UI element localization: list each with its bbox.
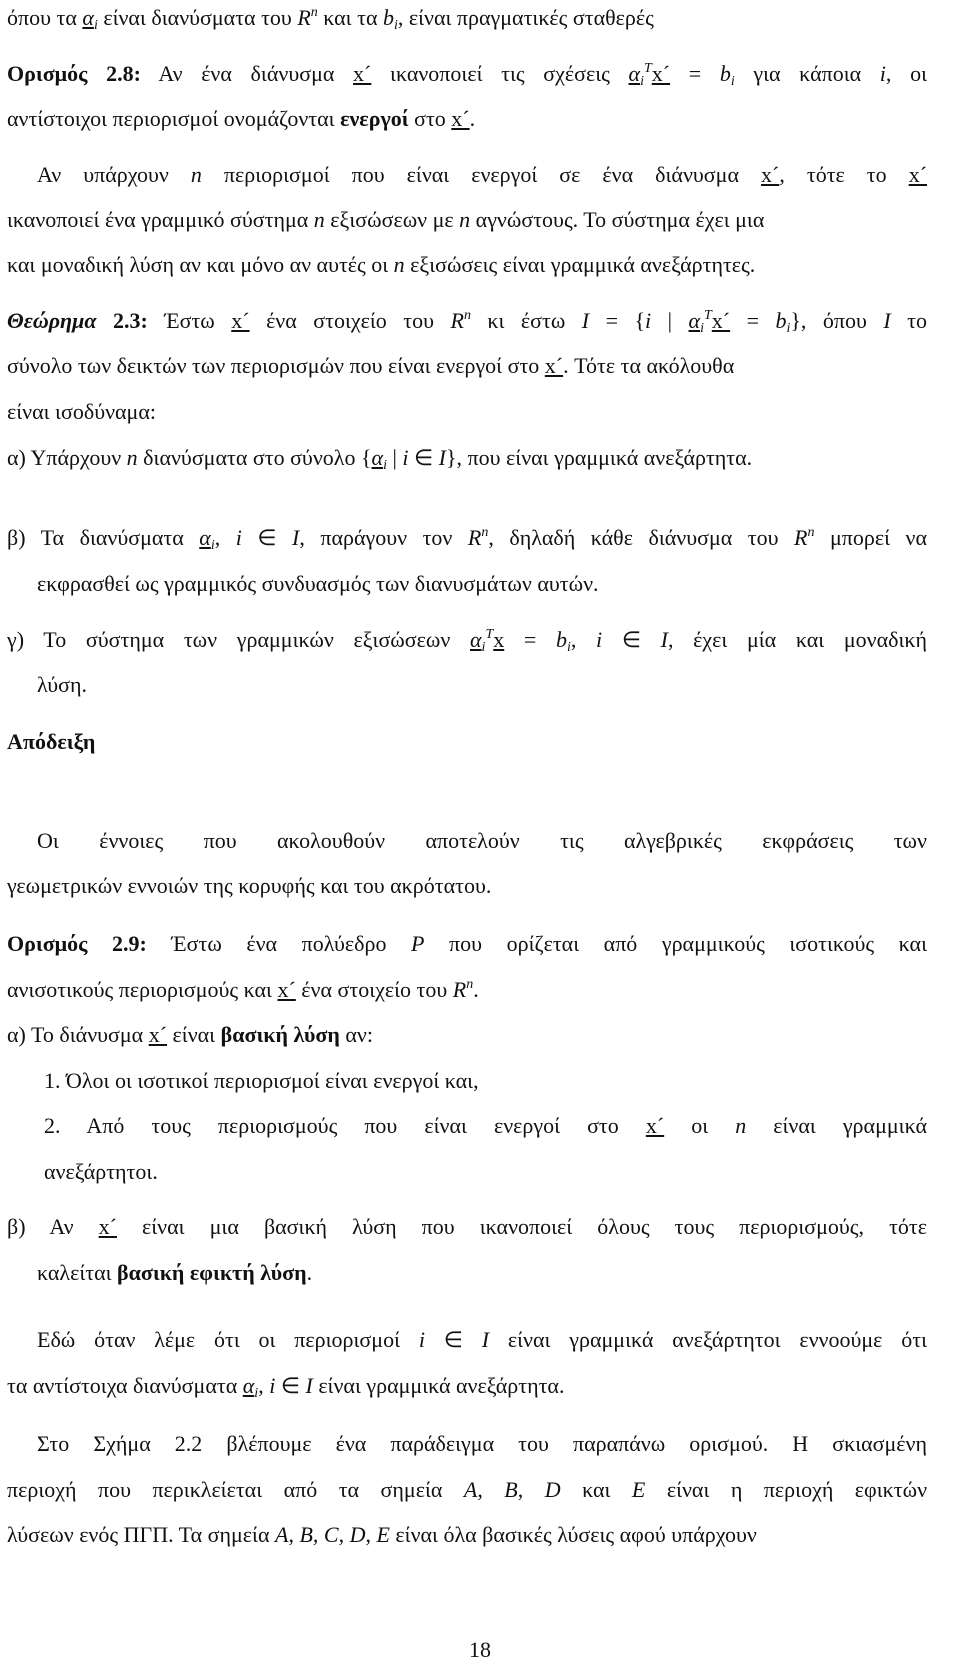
text-run: βασική εφικτή λύση <box>117 1260 307 1285</box>
text-line <box>7 626 927 654</box>
text-run: E <box>376 1522 390 1547</box>
text-run: n <box>190 162 202 187</box>
text-run: i <box>210 538 215 553</box>
text-run: α <box>242 1373 255 1398</box>
text-run: I <box>581 308 590 333</box>
text-run: x´ <box>761 162 780 187</box>
text-run: λύση. <box>37 672 88 697</box>
text-run: n <box>459 207 471 232</box>
text-run: ∈ <box>275 1373 306 1398</box>
text-run: Εδώ όταν λέμε ότι οι περιορισμοί <box>37 1327 419 1352</box>
text-run: i <box>383 458 387 473</box>
text-run: x´ <box>908 162 928 187</box>
text-run: Οι έννοιες που ακολουθούν αποτελούν τις αλγεβρικές εκφράσεις των <box>37 828 927 853</box>
text-run: R <box>297 5 311 30</box>
text-run: i <box>269 1373 276 1398</box>
text-run: i <box>879 61 886 86</box>
text-run: , <box>365 1522 377 1547</box>
text-run: R <box>794 525 808 550</box>
page-number: 18 <box>469 1637 491 1662</box>
text-run: b <box>719 61 731 86</box>
text-run: είναι γραμμικά ανεξάρτητα. <box>312 1373 565 1398</box>
text-run: , έχει μία και μοναδική <box>667 627 928 652</box>
text-run: B <box>299 1522 313 1547</box>
text-run: , <box>288 1522 300 1547</box>
text-run: b <box>555 627 567 652</box>
text-run: n <box>310 5 318 20</box>
text-run: = <box>670 61 720 86</box>
text-run: καλείται <box>37 1260 118 1285</box>
text-line <box>7 60 927 88</box>
text-run: ανισοτικούς περιορισμούς και <box>7 977 278 1002</box>
text-run: Έστω ένα πολύεδρο <box>146 931 412 956</box>
text-run: . <box>469 106 476 131</box>
text-run: ∈ <box>602 627 661 652</box>
text-run: T <box>643 61 652 76</box>
text-run: Στο Σχήμα 2.2 βλέπουμε ένα παράδειγμα του παραπάνω ορισμού. Η σκιασμένη <box>37 1431 927 1456</box>
text-run: α <box>82 5 94 30</box>
text-run: C <box>323 1522 339 1547</box>
text-line <box>37 161 927 189</box>
text-run: ένα στοιχείο του <box>295 977 453 1002</box>
text-run: D <box>349 1522 366 1547</box>
text-run: τα αντίστοιχα διανύσματα <box>7 1373 243 1398</box>
text-run: i <box>730 74 735 89</box>
text-line <box>7 728 927 756</box>
text-run: R <box>467 525 482 550</box>
text-run: x´ <box>451 106 470 131</box>
text-run: T <box>485 627 494 642</box>
text-run: . Τότε τα ακόλουθα <box>563 353 735 378</box>
text-run: i <box>596 627 603 652</box>
text-run: = { <box>589 308 646 333</box>
text-run: n <box>463 308 471 323</box>
text-run: Θεώρημα <box>7 308 97 333</box>
text-run: Ορισμός 2.8: <box>7 61 141 86</box>
text-run: όπου τα <box>7 5 83 30</box>
text-run: α) Το διάνυσμα <box>7 1022 149 1047</box>
text-run: γ) Το σύστημα των γραμμικών εξισώσεων <box>7 627 470 652</box>
text-run: β) Τα διανύσματα <box>7 525 200 550</box>
text-run: i <box>700 321 704 336</box>
text-run: b <box>382 5 394 30</box>
text-run: Έστω <box>147 308 232 333</box>
text-run: μπορεί να <box>814 525 927 550</box>
text-run: I <box>660 627 668 652</box>
text-run: x´ <box>711 308 731 333</box>
text-line <box>7 4 927 32</box>
text-run: n <box>466 977 474 992</box>
text-run: 1. Όλοι οι ισοτικοί περιορισμοί είναι ενεργοί και, <box>44 1068 479 1093</box>
text-run: P <box>411 931 425 956</box>
text-run: n <box>735 1113 747 1138</box>
text-run: αγνώστους. Το σύστημα έχει μια <box>470 207 765 232</box>
text-line <box>7 976 927 1004</box>
text-run: και μοναδική λύση αν και μόνο αν αυτές οι <box>7 252 394 277</box>
text-run: n <box>126 445 138 470</box>
text-run: Αν ένα διάνυσμα <box>140 61 354 86</box>
text-run: x´ <box>544 353 564 378</box>
text-line <box>44 1112 927 1140</box>
text-run: i <box>786 321 791 336</box>
text-run: εξισώσεις είναι γραμμικά ανεξάρτητες. <box>404 252 756 277</box>
text-run: α) Υπάρχουν <box>7 445 127 470</box>
text-run: , οι <box>885 61 927 86</box>
text-run: b <box>775 308 787 333</box>
text-run: Αν υπάρχουν <box>37 162 191 187</box>
text-run: , <box>312 1522 324 1547</box>
text-run: I <box>292 525 300 550</box>
text-run: i <box>566 640 571 655</box>
text-line <box>37 671 927 699</box>
text-run: , παράγουν τον <box>299 525 468 550</box>
text-run: είναι η περιοχή εφικτών <box>645 1477 928 1502</box>
text-run: B <box>504 1477 518 1502</box>
text-run: οι <box>664 1113 736 1138</box>
text-run: = <box>730 308 776 333</box>
text-run: κι έστω <box>470 308 582 333</box>
text-run: x´ <box>148 1022 168 1047</box>
text-run: A <box>274 1522 289 1547</box>
text-run: και τα <box>317 5 383 30</box>
text-run: , <box>517 1477 545 1502</box>
text-line <box>37 827 927 855</box>
text-run: σύνολο των δεικτών των περιορισμών που είναι ενεργοί στο <box>7 353 545 378</box>
text-run: n <box>807 525 815 540</box>
text-line <box>7 206 927 234</box>
text-run: είναι ισοδύναμα: <box>7 399 156 424</box>
text-run: στο <box>408 106 452 131</box>
text-run: είναι γραμμικά ανεξάρτητοι εννοούμε ότι <box>489 1327 927 1352</box>
text-run: x <box>493 627 505 652</box>
text-run: 2.3: <box>96 308 148 333</box>
text-run: είναι <box>167 1022 221 1047</box>
text-line <box>44 1067 927 1095</box>
text-line <box>7 105 927 133</box>
text-run: βασική λύση <box>220 1022 340 1047</box>
text-run: , τότε το <box>779 162 909 187</box>
text-run: i <box>640 74 644 89</box>
text-run: x´ <box>353 61 372 86</box>
text-line <box>7 524 927 552</box>
text-run: 2. Από τους περιορισμούς που είναι ενεργοί στο <box>44 1113 646 1138</box>
text-run: , <box>570 627 597 652</box>
text-run: που ορίζεται από γραμμικούς ισοτικούς και <box>424 931 927 956</box>
text-run: ενεργοί <box>340 106 409 131</box>
text-line <box>7 1021 927 1049</box>
text-run: i <box>418 1327 425 1352</box>
text-run: είναι όλα βασικές λύσεις αφού υπάρχουν <box>389 1522 757 1547</box>
text-run: D <box>544 1477 561 1502</box>
text-run: . <box>473 977 479 1002</box>
text-run: α <box>688 308 701 333</box>
text-line <box>7 1476 927 1504</box>
text-run: αντίστοιχοι περιορισμοί ονομάζονται <box>7 106 341 131</box>
text-run: n <box>313 207 325 232</box>
text-line <box>7 1213 927 1241</box>
text-run: για κάποια <box>734 61 880 86</box>
text-run: x´ <box>277 977 296 1002</box>
text-run: x´ <box>645 1113 665 1138</box>
text-run: I <box>481 1327 490 1352</box>
text-run: ικανοποιεί τις σχέσεις <box>371 61 629 86</box>
text-line <box>7 251 927 279</box>
text-run: x´ <box>231 308 250 333</box>
text-run: ένα στοιχείο του <box>249 308 451 333</box>
text-run: περιοχή που περικλείεται από τα σημεία <box>7 1477 464 1502</box>
text-run: Απόδειξη <box>7 729 96 754</box>
text-line <box>7 930 927 958</box>
text-run: , <box>258 1373 270 1398</box>
text-run: ανεξάρτητοι. <box>44 1159 158 1184</box>
text-run: α <box>371 445 384 470</box>
text-run: εκφρασθεί ως γραμμικός συνδυασμός των διανυσμάτων αυτών. <box>37 571 599 596</box>
text-run: . <box>306 1260 313 1285</box>
text-line <box>7 444 927 472</box>
text-run: x´ <box>651 61 671 86</box>
text-run: α <box>628 61 641 86</box>
text-line <box>37 1326 927 1354</box>
text-run: ∈ <box>241 525 293 550</box>
text-line <box>7 1521 927 1549</box>
text-run: R <box>450 308 464 333</box>
text-run: , δηλαδή κάθε διάνυσμα του <box>488 525 795 550</box>
text-run: Ορισμός 2.9: <box>7 931 147 956</box>
text-line <box>37 1430 927 1458</box>
text-run: το <box>890 308 928 333</box>
text-run: | <box>651 308 689 333</box>
text-run: , <box>477 1477 505 1502</box>
text-run: είναι μια βασική λύση που ικανοποιεί όλους τους περιορισμούς, τότε <box>116 1214 927 1239</box>
text-run: n <box>481 525 489 540</box>
text-run: E <box>631 1477 646 1502</box>
text-run: i <box>402 445 409 470</box>
text-run: ∈ <box>424 1327 482 1352</box>
text-line <box>7 1372 927 1400</box>
text-run: A <box>463 1477 478 1502</box>
text-run: n <box>393 252 405 277</box>
text-run: α <box>469 627 482 652</box>
text-run: | <box>386 445 403 470</box>
text-run: R <box>452 977 467 1002</box>
text-run: εξισώσεων με <box>324 207 460 232</box>
text-run: αν: <box>339 1022 373 1047</box>
text-line <box>44 1158 927 1186</box>
text-run: είναι διανύσματα του <box>97 5 298 30</box>
text-line <box>7 872 927 900</box>
text-run: i <box>93 18 98 33</box>
text-line <box>37 1259 927 1287</box>
text-run: I <box>883 308 891 333</box>
text-line <box>37 570 927 598</box>
text-run: β) Αν <box>7 1214 99 1239</box>
text-run: i <box>254 1386 259 1401</box>
text-run: και <box>560 1477 632 1502</box>
text-run: T <box>703 308 712 323</box>
text-run: i <box>481 640 486 655</box>
text-run: I <box>438 445 446 470</box>
text-run: i <box>645 308 652 333</box>
text-run: , είναι πραγματικές σταθερές <box>397 5 654 30</box>
text-run: α <box>199 525 211 550</box>
text-run: }, που είναι γραμμικά ανεξάρτητα. <box>445 445 753 470</box>
text-run: ικανοποιεί ένα γραμμικό σύστημα <box>7 207 314 232</box>
text-run: }, όπου <box>790 308 884 333</box>
text-run: , <box>338 1522 350 1547</box>
text-run: i <box>393 18 398 33</box>
text-line <box>7 352 927 380</box>
text-run: λύσεων ενός ΠΓΠ. Τα σημεία <box>7 1522 275 1547</box>
text-run: I <box>305 1373 313 1398</box>
text-run: διανύσματα στο σύνολο { <box>137 445 372 470</box>
text-run: ∈ <box>408 445 439 470</box>
text-run: x´ <box>98 1214 117 1239</box>
text-line <box>7 398 927 426</box>
text-run: , <box>214 525 236 550</box>
text-run: = <box>504 627 556 652</box>
text-run: i <box>235 525 242 550</box>
text-run: περιορισμοί που είναι ενεργοί σε ένα διάνυσμα <box>201 162 762 187</box>
text-line <box>7 307 927 335</box>
text-run: γεωμετρικών εννοιών της κορυφής και του ακρότατου. <box>7 873 492 898</box>
text-run: είναι γραμμικά <box>746 1113 927 1138</box>
